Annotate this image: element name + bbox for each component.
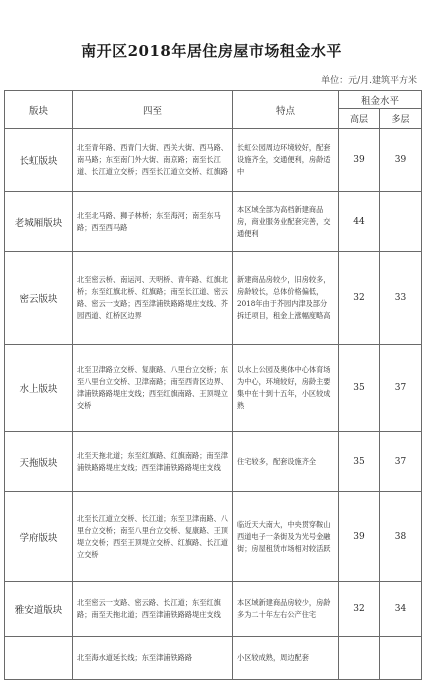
block-boundary: 北至北马路、狮子林桥；东至海河；南至东马路；西至西马路 [73, 192, 233, 252]
block-name [5, 637, 73, 680]
rent-multi [380, 192, 422, 252]
block-features: 临近天大南大，中央贯穿鞍山西道电子一条街及为光号金融街；房屋租赁市场相对较活跃 [233, 492, 339, 582]
rent-high: 32 [339, 582, 380, 637]
block-features: 本区域新建商品房较少，房龄多为二十年左右公产住宅 [233, 582, 339, 637]
table-row [5, 582, 422, 637]
table-row [5, 345, 422, 432]
rent-high [339, 637, 380, 680]
rent-multi: 37 [380, 432, 422, 492]
block-boundary: 北至长江道立交桥、长江道；东至卫津南路、八里台立交桥；南至八里台立交桥、复康路、王顶堤立交桥；西至王顶堤立交桥、红旗路、长江道立交桥 [73, 492, 233, 582]
rent-multi [380, 637, 422, 680]
block-boundary: 北至青年路、西青门大街、西关大街、西马路、南马路；东至南门外大街、南京路；南至长江道、长江道立交桥；西至长江道立交桥、红旗路 [73, 129, 233, 192]
block-name: 长虹版块 [5, 129, 73, 192]
header-features: 特点 [233, 91, 339, 129]
block-boundary: 北至卫津路立交桥、复康路、八里台立交桥；东至八里台立交桥、卫津南路；南至西青区边界、津浦铁路路堤庄支线；西至红旗南路、王顶堤立交桥 [73, 345, 233, 432]
table-header-row [5, 91, 422, 109]
rent-table [4, 90, 422, 680]
block-name: 雅安道版块 [5, 582, 73, 637]
block-name: 水上版块 [5, 345, 73, 432]
unit-note: 单位：元/月.建筑平方米 [321, 76, 417, 86]
block-name: 密云版块 [5, 252, 73, 345]
block-name: 天拖版块 [5, 432, 73, 492]
rent-high: 44 [339, 192, 380, 252]
header-multi: 多层 [380, 109, 422, 129]
rent-multi: 39 [380, 129, 422, 192]
rent-high: 32 [339, 252, 380, 345]
table-row [5, 192, 422, 252]
block-boundary: 北至密云一支路、密云路、长江道；东至红旗路；南至天拖北道；西至津浦铁路路堤庄支线 [73, 582, 233, 637]
rent-high: 35 [339, 432, 380, 492]
rent-high: 39 [339, 129, 380, 192]
header-boundary: 四至 [73, 91, 233, 129]
rent-high: 35 [339, 345, 380, 432]
rent-multi: 38 [380, 492, 422, 582]
table-row [5, 129, 422, 192]
table-row [5, 432, 422, 492]
header-rent: 租金水平 [339, 91, 422, 109]
block-features: 以水上公园及奥体中心体育场为中心，环境较好，房龄主要集中在十到十五年，小区较成熟 [233, 345, 339, 432]
block-features: 长虹公园周边环境较好，配套设施齐全，交通便利，房龄适中 [233, 129, 339, 192]
block-name: 学府版块 [5, 492, 73, 582]
block-boundary: 北至天拖北道；东至红旗路、红旗南路；南至津浦铁路路堤庄支线；西至津浦铁路路堤庄支线 [73, 432, 233, 492]
table-row [5, 492, 422, 582]
table-row [5, 637, 422, 680]
header-high: 高层 [339, 109, 380, 129]
block-name: 老城厢版块 [5, 192, 73, 252]
block-features: 住宅较多，配套设施齐全 [233, 432, 339, 492]
block-features: 小区较成熟，周边配套 [233, 637, 339, 680]
rent-multi: 33 [380, 252, 422, 345]
table-row [5, 252, 422, 345]
rent-high: 39 [339, 492, 380, 582]
header-block: 版块 [5, 91, 73, 129]
page-title: 南开区2018年居住房屋市场租金水平 [81, 42, 342, 60]
block-boundary: 北至密云桥、南运河、天明桥、青年路、红旗北桥；东至红旗北桥、红旗路；南至长江道、密云路、密云一支路；西至津浦铁路路堤庄支线、芥园西道、红桥区边界 [73, 252, 233, 345]
rent-multi: 37 [380, 345, 422, 432]
block-boundary: 北至海水道延长线；东至津浦铁路路 [73, 637, 233, 680]
block-features: 本区域全部为高档新建商品房，商业服务业配套完善，交通便利 [233, 192, 339, 252]
block-features: 新建商品房较少，旧房较多，房龄较长，总体价格偏低，2018年由于芥园内津及部分拆迁项目，租金上涨幅度略高 [233, 252, 339, 345]
rent-multi: 34 [380, 582, 422, 637]
